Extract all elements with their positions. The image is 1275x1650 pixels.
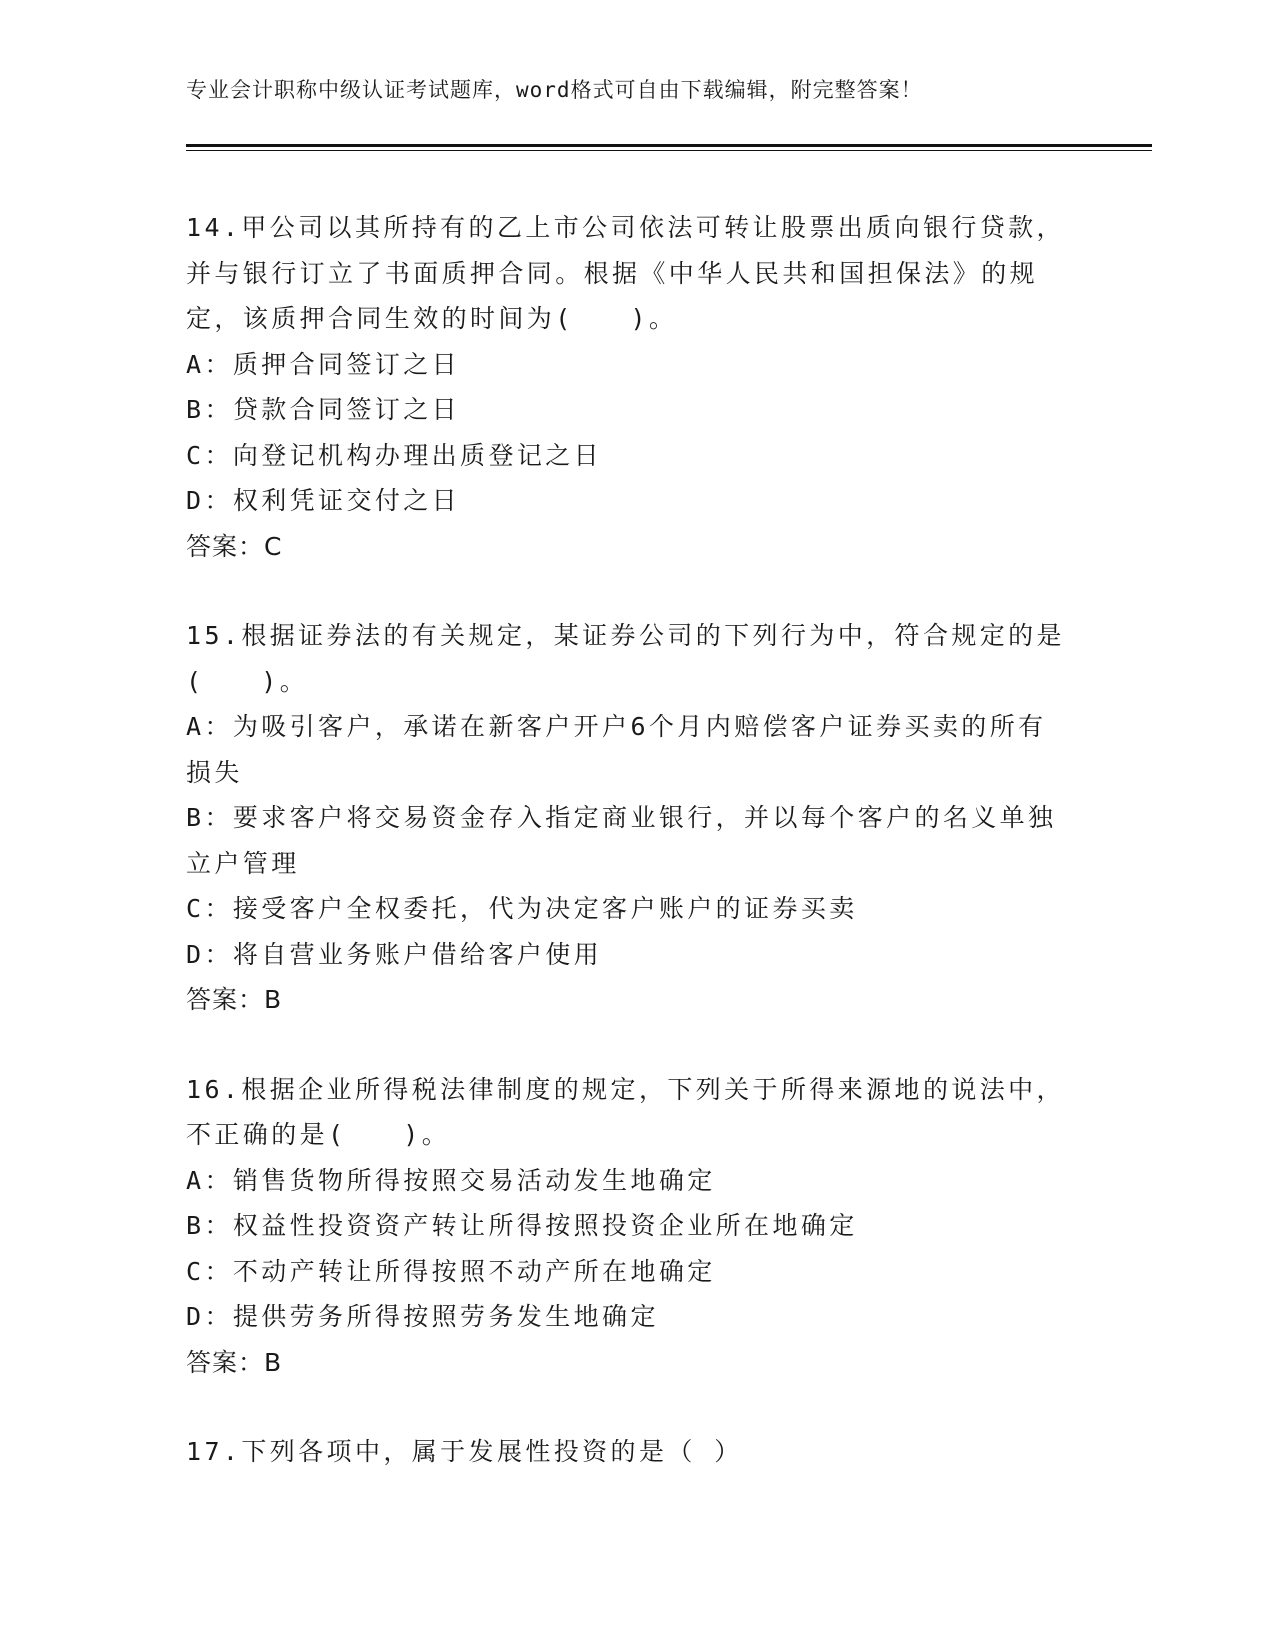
option-b: B：要求客户将交易资金存入指定商业银行，并以每个客户的名义单独 xyxy=(186,803,1057,832)
option-b-continued: 立户管理 xyxy=(186,848,300,878)
question-stem-line: 15.根据证券法的有关规定，某证券公司的下列行为中，符合规定的是 xyxy=(186,621,1065,650)
answer-line: 答案：B xyxy=(186,1347,283,1377)
question-stem-line: 并与银行订立了书面质押合同。根据《中华人民共和国担保法》的规 xyxy=(186,258,1039,288)
header-divider-thin xyxy=(186,150,1152,151)
question-14 xyxy=(186,205,1086,569)
option-a: A：质押合同签订之日 xyxy=(186,349,461,379)
question-17 xyxy=(186,1429,1086,1475)
header-divider xyxy=(186,144,1152,147)
option-a: A：销售货物所得按照交易活动发生地确定 xyxy=(186,1165,716,1195)
option-d: D：权利凭证交付之日 xyxy=(186,486,461,515)
question-list xyxy=(186,205,1086,1519)
answer-line: 答案：B xyxy=(186,985,283,1014)
option-c: C：向登记机构办理出质登记之日 xyxy=(186,440,603,470)
question-15 xyxy=(186,613,1086,1023)
option-c: C：接受客户全权委托，代为决定客户账户的证券买卖 xyxy=(186,894,858,923)
answer-line: 答案：C xyxy=(186,531,283,561)
option-a-continued: 损失 xyxy=(186,757,243,787)
question-stem-line: ( )。 xyxy=(186,666,309,696)
option-d: D：将自营业务账户借给客户使用 xyxy=(186,939,603,969)
option-a: A：为吸引客户，承诺在新客户开户6个月内赔偿客户证券买卖的所有 xyxy=(186,712,1047,741)
question-16 xyxy=(186,1067,1086,1386)
question-stem-line: 17.下列各项中，属于发展性投资的是（ ） xyxy=(186,1437,743,1466)
question-stem-line: 14.甲公司以其所持有的乙上市公司依法可转让股票出质向银行贷款， xyxy=(186,213,1065,242)
option-d: D：提供劳务所得按照劳务发生地确定 xyxy=(186,1302,659,1331)
option-b: B：贷款合同签订之日 xyxy=(186,395,461,424)
page-header: 专业会计职称中级认证考试题库，word格式可自由下载编辑，附完整答案！ xyxy=(186,78,923,102)
question-stem-line: 16.根据企业所得税法律制度的规定，下列关于所得来源地的说法中， xyxy=(186,1074,1065,1104)
question-stem-line: 定，该质押合同生效的时间为( )。 xyxy=(186,304,678,333)
option-c: C：不动产转让所得按照不动产所在地确定 xyxy=(186,1256,716,1286)
option-b: B：权益性投资资产转让所得按照投资企业所在地确定 xyxy=(186,1211,858,1240)
question-stem-line: 不正确的是( )。 xyxy=(186,1120,451,1149)
